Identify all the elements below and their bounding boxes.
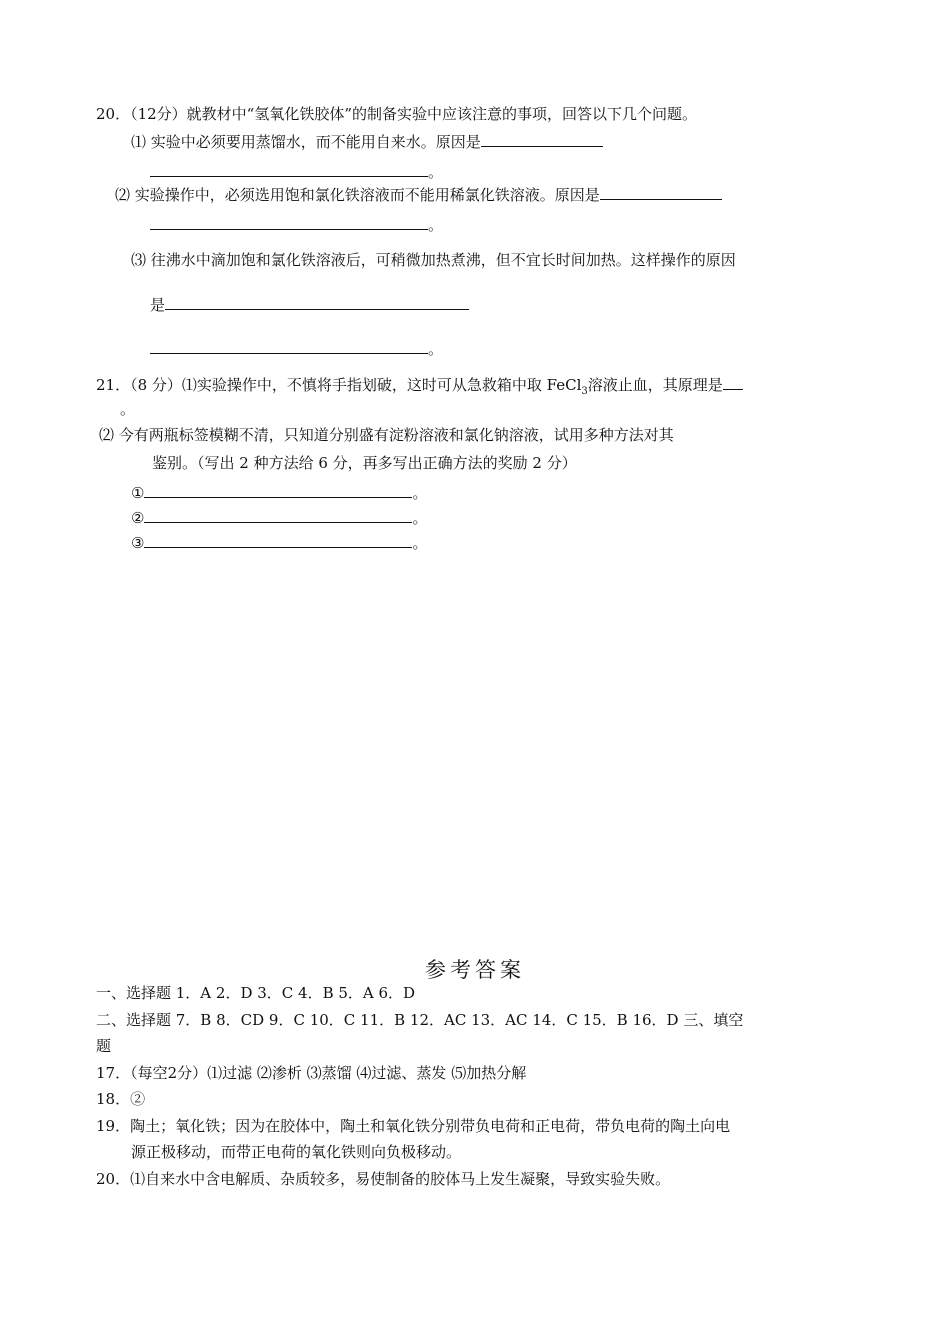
q20-part1-line2: 。 xyxy=(150,160,443,183)
answers-line-3: 17．（每空2分）⑴过滤 ⑵渗析 ⑶蒸馏 ⑷过滤、蒸发 ⑸加热分解 xyxy=(96,1064,527,1082)
answers-line-2: 二、选择题 7．B 8．CD 9．C 10．C 11．B 12．AC 13．AC 14．C 15．B 16．D 三、填空 xyxy=(96,1011,744,1029)
answers-line-5b: 源正极移动，而带正电荷的氧化铁则向负极移动。 xyxy=(131,1143,462,1161)
answer-blank[interactable] xyxy=(150,160,428,177)
q21-part2-line2: 鉴别。（写出 2 种方法给 6 分，再多写出正确方法的奖励 2 分） xyxy=(152,454,577,472)
answer-blank[interactable] xyxy=(165,293,469,310)
q20-part3 xyxy=(131,249,736,271)
q20-stem xyxy=(96,103,697,125)
answers-line-2b: 题 xyxy=(96,1037,112,1055)
q20-text: （12分）就教材中“氢氧化铁胶体”的制备实验中应该注意的事项，回答以下几个问题。 xyxy=(130,105,698,123)
answer-blank[interactable] xyxy=(144,481,412,498)
answer-blank[interactable] xyxy=(144,531,412,548)
q21-stem: 21．（8 分）⑴实验操作中，不慎将手指划破，这时可从急救箱中取 FeCl$_3$溶液止血，其原理是 xyxy=(96,373,743,403)
answers-line-5: 19．陶土；氧化铁；因为在胶体中，陶土和氧化铁分别带负电荷和正电荷，带负电荷的陶土向电 xyxy=(96,1117,731,1135)
answer-blank[interactable] xyxy=(723,373,743,390)
answer-blank[interactable] xyxy=(150,337,428,354)
q21-stem-end: 。 xyxy=(120,400,136,418)
q20-part2-text: ⑵ 实验操作中，必须选用饱和氯化铁溶液而不能用稀氯化铁溶液。原因是 xyxy=(115,186,600,204)
q20-part3-line2: 是 xyxy=(150,293,469,316)
q20-part3-text: ⑶ 往沸水中滴加饱和氯化铁溶液后，可稍微加热煮沸，但不宜长时间加热。这样操作的原因 xyxy=(131,251,736,269)
q21-method-1: ① 。 xyxy=(131,481,427,504)
answers-line-4: 18．② xyxy=(96,1090,146,1108)
answer-blank[interactable] xyxy=(150,213,428,230)
q20-part1-text: ⑴ 实验中必须要用蒸馏水，而不能用自来水。原因是 xyxy=(131,133,481,151)
answer-blank[interactable] xyxy=(600,183,722,200)
q21-method-3: ③ 。 xyxy=(131,531,427,554)
q20-part1 xyxy=(131,130,603,153)
q21-part2-text: ⑵ 今有两瓶标签模糊不清，只知道分别盛有淀粉溶液和氯化钠溶液，试用多种方法对其 xyxy=(99,426,674,444)
q20-part2-line2: 。 xyxy=(150,213,443,236)
q20-part2 xyxy=(115,183,722,206)
q21-method-2: ② 。 xyxy=(131,506,427,529)
answer-blank[interactable] xyxy=(144,506,412,523)
q21-part2 xyxy=(99,424,674,446)
answer-blank[interactable] xyxy=(481,130,603,147)
q20-part3-line3: 。 xyxy=(150,337,443,360)
q20-number: 20． xyxy=(96,105,131,123)
answers-title: 参考答案 xyxy=(425,958,525,982)
answers-line-1: 一、选择题 1．A 2．D 3．C 4．B 5．A 6．D xyxy=(96,984,416,1002)
answers-line-6: 20．⑴自来水中含电解质、杂质较多，易使制备的胶体马上发生凝聚，导致实验失败。 xyxy=(96,1170,671,1188)
q21-number: 21． xyxy=(96,376,131,394)
